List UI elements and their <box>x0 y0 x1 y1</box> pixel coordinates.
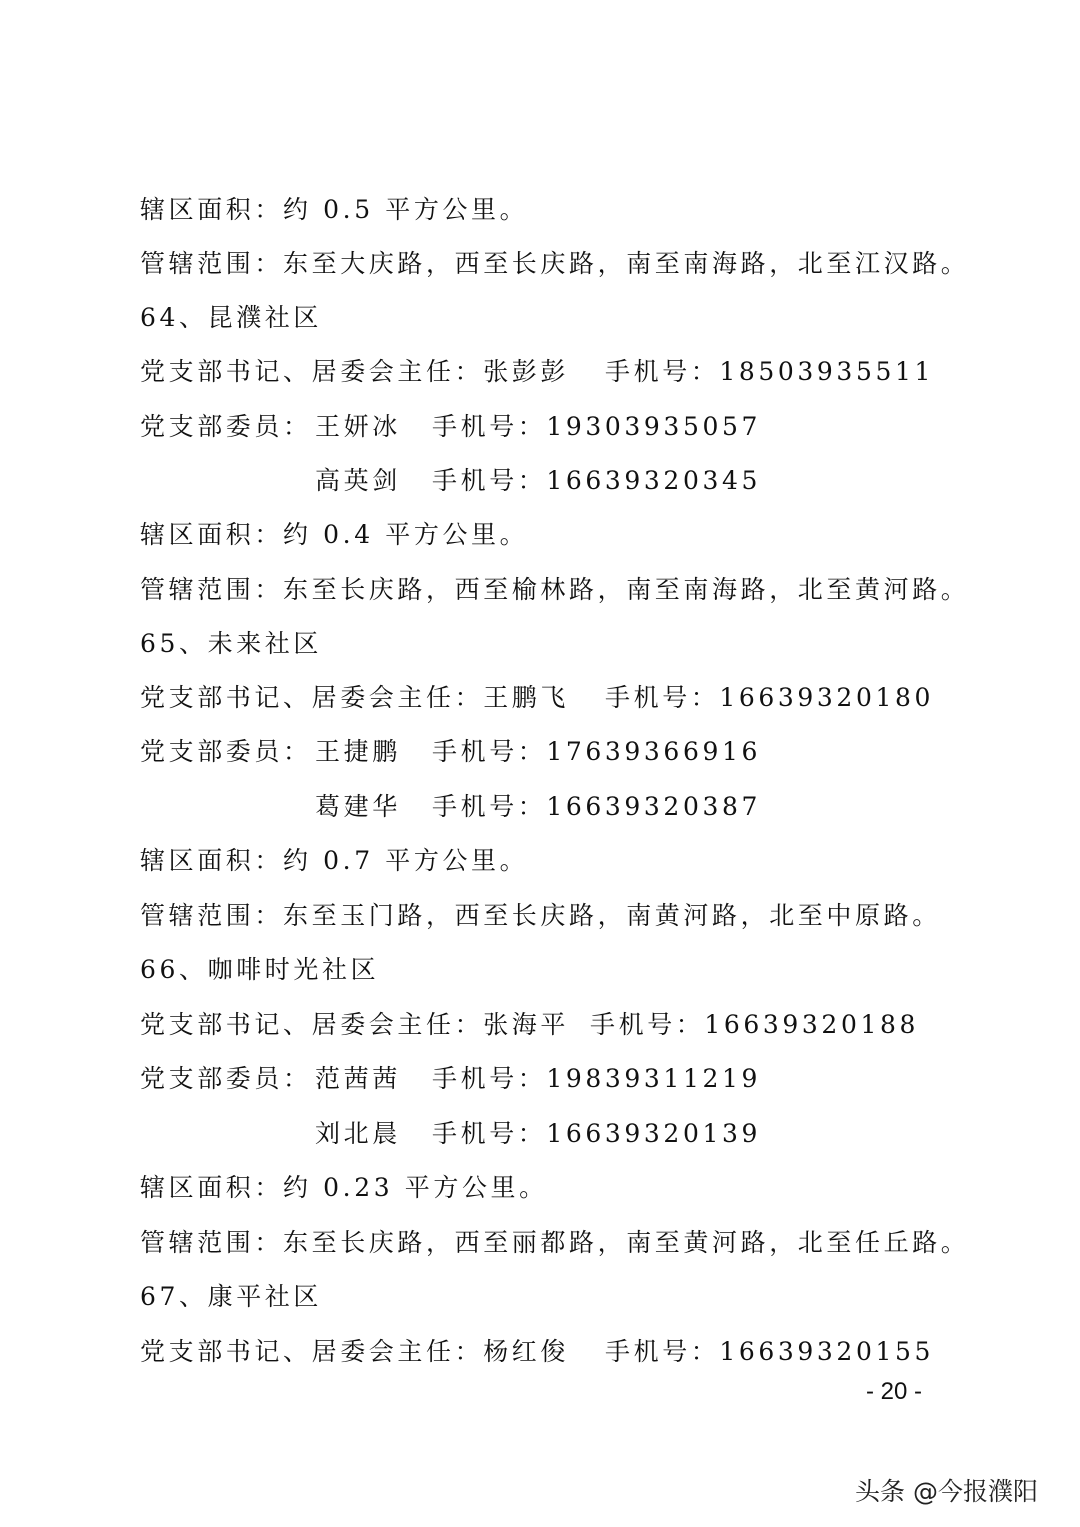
member-name: 范茜茜 <box>315 1064 401 1093</box>
member-label: 党支部委员： <box>140 412 312 441</box>
phone: 手机号：19839311219 <box>432 1064 761 1093</box>
phone: 手机号：17639366916 <box>432 737 761 766</box>
section-title: 64、昆濮社区 <box>140 303 323 332</box>
secretary: 党支部书记、居委会主任：杨红俊 <box>140 1337 570 1366</box>
member-name: 王捷鹏 <box>315 737 401 766</box>
phone: 手机号：16639320139 <box>432 1119 761 1148</box>
phone: 手机号：19303935057 <box>432 412 761 441</box>
section-title: 65、未来社区 <box>140 629 323 658</box>
scope-text: 管辖范围：东至玉门路，西至长庆路，南黄河路，北至中原路。 <box>140 901 941 930</box>
member-name: 葛建华 <box>315 792 401 821</box>
section-title: 67、康平社区 <box>140 1282 323 1311</box>
phone: 手机号：16639320387 <box>432 792 761 821</box>
secretary: 党支部书记、居委会主任：张彭彭 <box>140 357 570 386</box>
secretary: 党支部书记、居委会主任：王鹏飞 <box>140 683 570 712</box>
scope-text: 管辖范围：东至长庆路，西至榆林路，南至南海路，北至黄河路。 <box>140 575 970 604</box>
member-label: 党支部委员： <box>140 1064 312 1093</box>
watermark: 头条 @今报濮阳 <box>855 1477 1038 1506</box>
page-number: - 20 - <box>866 1378 923 1405</box>
phone: 手机号：16639320345 <box>432 466 761 495</box>
secretary: 党支部书记、居委会主任：张海平 <box>140 1010 570 1039</box>
scope-text: 管辖范围：东至长庆路，西至丽都路，南至黄河路，北至任丘路。 <box>140 1228 970 1257</box>
scope-text: 管辖范围：东至大庆路，西至长庆路，南至南海路，北至江汉路。 <box>140 249 970 278</box>
phone: 手机号：16639320188 <box>590 1010 919 1039</box>
member-name: 刘北晨 <box>315 1119 401 1148</box>
phone: 手机号：16639320180 <box>605 683 934 712</box>
area-text: 辖区面积：约 0.7 平方公里。 <box>140 846 529 875</box>
phone: 手机号：16639320155 <box>605 1337 934 1366</box>
area-text: 辖区面积：约 0.23 平方公里。 <box>140 1173 548 1202</box>
member-name: 高英剑 <box>315 466 401 495</box>
member-label: 党支部委员： <box>140 737 312 766</box>
phone: 手机号：18503935511 <box>605 357 934 386</box>
member-name: 王妍冰 <box>315 412 401 441</box>
section-title: 66、咖啡时光社区 <box>140 955 380 984</box>
area-text: 辖区面积：约 0.5 平方公里。 <box>140 195 529 224</box>
area-text: 辖区面积：约 0.4 平方公里。 <box>140 520 529 549</box>
